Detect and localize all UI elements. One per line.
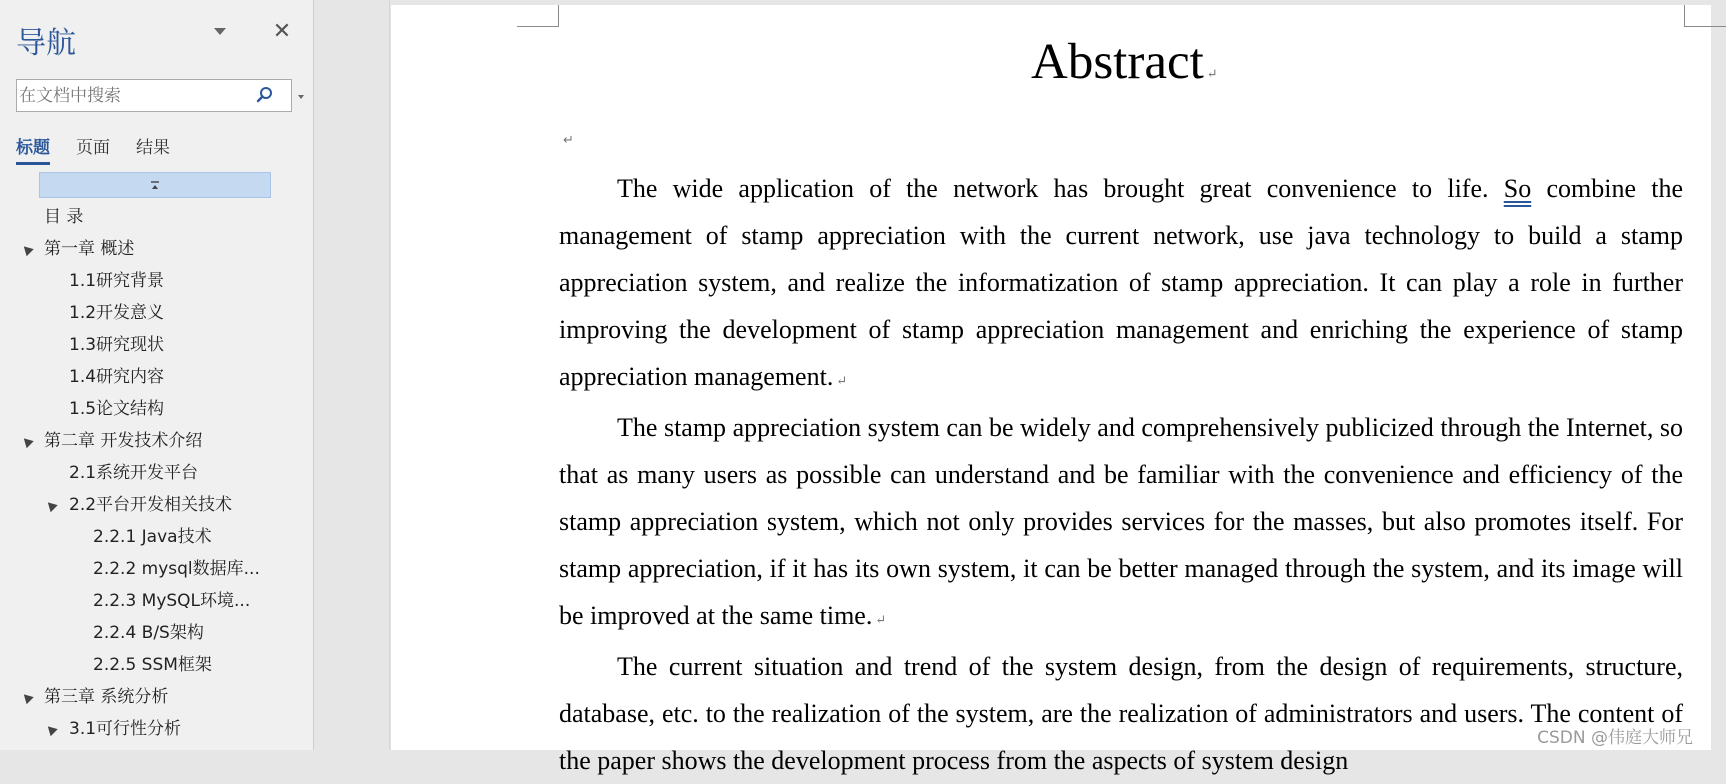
search-options-chevron-down-icon[interactable] <box>298 95 304 99</box>
navigation-pane <box>0 0 314 750</box>
tree-item-label: 2.2.2 mysql数据库... <box>93 559 260 579</box>
pane-splitter[interactable] <box>315 0 390 750</box>
document-title <box>1031 33 1218 91</box>
tree-item[interactable] <box>0 233 314 265</box>
tree-item[interactable] <box>0 713 314 745</box>
tab-headings[interactable]: 标题 <box>16 133 50 165</box>
expanded-triangle-icon[interactable] <box>20 691 33 704</box>
tree-item[interactable] <box>0 425 314 457</box>
search-icon[interactable] <box>255 85 275 105</box>
tree-item[interactable] <box>0 265 314 297</box>
paragraph-text: The wide application of the network has brought great convenience to life. <box>617 174 1504 203</box>
tree-item[interactable] <box>0 553 314 585</box>
tree-item[interactable] <box>0 361 314 393</box>
tree-item-label: 1.3研究现状 <box>69 335 165 355</box>
paragraph-mark: ↵ <box>875 612 887 627</box>
tree-item-label: 第一章 概述 <box>44 239 135 259</box>
tree-item[interactable] <box>0 201 314 233</box>
nav-search-input[interactable] <box>19 83 249 108</box>
tree-item-label: 2.2.1 Java技术 <box>93 527 212 547</box>
tree-item-label: 第二章 开发技术介绍 <box>44 431 203 451</box>
paragraph-mark: ↵ <box>563 133 574 148</box>
heading-tree <box>0 201 314 745</box>
abstract-paragraph <box>559 643 1683 784</box>
tab-pages[interactable]: 页面 <box>76 138 110 158</box>
tree-item[interactable] <box>0 521 314 553</box>
tree-item-label: 2.1系统开发平台 <box>69 463 199 483</box>
paragraph-text: The current situation and trend of the system design, from the design of requirements, structure, database, etc. to the realization of the system, are the realization of administrators and users. The content of the paper shows the development process from the aspects of system design <box>559 652 1683 775</box>
grammar-flagged-word[interactable]: So <box>1503 174 1532 203</box>
paragraph-mark: ↵ <box>1206 66 1218 81</box>
tree-item[interactable] <box>0 329 314 361</box>
tree-item-label: 目 录 <box>44 207 84 227</box>
paragraph-mark: ↵ <box>836 373 848 388</box>
paragraph-text: combine the management of stamp appreciation with the current network, use java technology to build a stamp appreciation system, and realize the informatization of stamp appreciation. It can play a role in further improving the development of stamp appreciation management and enriching the experience of stamp appreciation management. <box>559 174 1683 391</box>
expanded-triangle-icon[interactable] <box>44 723 57 736</box>
tree-item[interactable] <box>0 585 314 617</box>
tree-item[interactable] <box>0 457 314 489</box>
tree-item-label: 2.2.3 MySQL环境... <box>93 591 251 611</box>
tree-item-label: 2.2.4 B/S架构 <box>93 623 204 643</box>
tree-item[interactable] <box>0 489 314 521</box>
nav-search-box[interactable] <box>16 79 292 112</box>
expanded-triangle-icon[interactable] <box>20 435 33 448</box>
tree-item[interactable] <box>0 681 314 713</box>
tree-item-label: 1.5论文结构 <box>69 399 165 419</box>
tab-results[interactable]: 结果 <box>136 138 170 158</box>
document-body <box>559 165 1683 784</box>
tree-item-label: 2.2.5 SSM框架 <box>93 655 212 675</box>
document-page[interactable] <box>391 5 1711 775</box>
collapse-up-icon <box>150 181 160 191</box>
abstract-paragraph <box>559 404 1683 643</box>
margin-corner-mark <box>1684 5 1726 27</box>
nav-scroll-up-button[interactable] <box>39 172 271 198</box>
tree-item-label: 3.1可行性分析 <box>69 719 182 739</box>
tree-item[interactable] <box>0 297 314 329</box>
nav-close-icon[interactable]: ✕ <box>272 19 292 44</box>
abstract-paragraph <box>559 165 1683 404</box>
nav-options-chevron-down-icon[interactable] <box>214 28 226 35</box>
tree-item[interactable] <box>0 649 314 681</box>
tree-item-label: 1.2开发意义 <box>69 303 165 323</box>
tree-item-label: 1.1研究背景 <box>69 271 165 291</box>
tree-item-label: 1.4研究内容 <box>69 367 165 387</box>
expanded-triangle-icon[interactable] <box>44 499 57 512</box>
nav-title: 导航 <box>16 26 76 61</box>
tree-item-label: 第三章 系统分析 <box>44 687 169 707</box>
margin-corner-mark <box>517 5 559 27</box>
tree-item[interactable] <box>0 617 314 649</box>
paragraph-text: The stamp appreciation system can be widely and comprehensively publicized through the Internet, so that as many users as possible can understand and be familiar with the convenience and efficiency of the stamp appreciation system, which not only provides services for the masses, but also promotes itself. For stamp appreciation, if it has its own system, it can be better managed through the system, and its image will be improved at the same time. <box>559 413 1683 630</box>
tree-item-label: 2.2平台开发相关技术 <box>69 495 233 515</box>
document-title-text: Abstract <box>1031 34 1204 90</box>
tree-item[interactable] <box>0 393 314 425</box>
nav-tabs <box>16 133 196 165</box>
expanded-triangle-icon[interactable] <box>20 243 33 256</box>
watermark: CSDN @伟庭大师兄 <box>1537 728 1693 748</box>
